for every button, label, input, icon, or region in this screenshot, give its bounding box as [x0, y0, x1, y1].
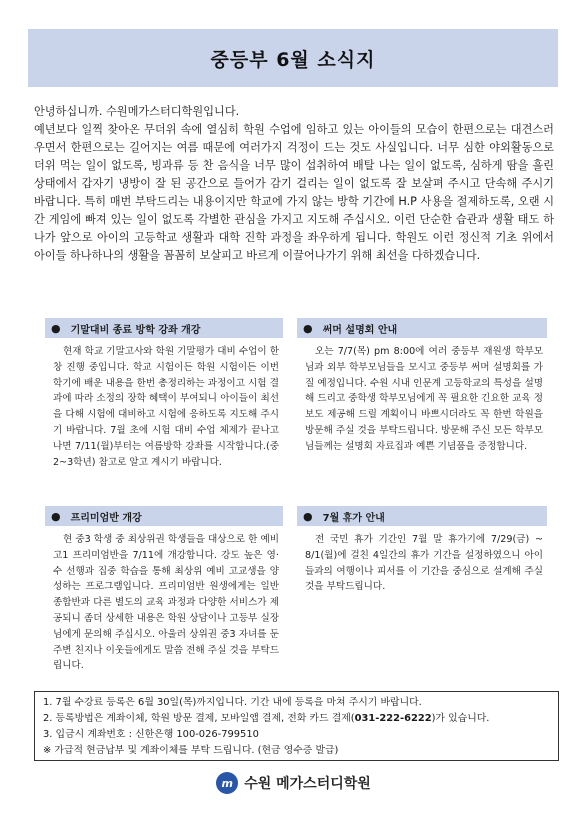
section-exam-header: [45, 318, 283, 338]
section-vacation-body: 전 국민 휴가 기간인 7월 말 휴가기에 7/29(금) ~ 8/1(월)에 걸친 4일간의 휴가 기간을 설정하였으니 아이들과의 여행이나 피서를 이 기간을 중심으로 설계해 주실 것을 부탁드립니다.: [305, 534, 543, 593]
section-exam-body: 현재 학교 기말고사와 학원 기말평가 대비 수업이 한창 진행 중입니다. 학교 시험이든 학원 시험이든 이번 학기에 배운 내용을 한번 총정리하는 과정이고 시험 결과에 따라 소정의 장학 혜택이 부여되니 아이들이 최선을 다해 시험에 대비하고 시험에 응하도록 지도해 주시기 바랍니다. 7월 초에 시험 대비 수업 체제가 끝나고 나면 7/11(월)부터는 여름방학 강좌를 시작합니다.(중2~3학년) 참고로 알고 계시기 바랍니다.: [53, 346, 279, 468]
newsletter-title: 중등부 6월 소식지: [210, 48, 376, 71]
section-premium: [45, 506, 283, 674]
notice-line-3: 3. 입금시 계좌번호 : 신한은행 100-026-799510: [43, 729, 259, 740]
footer: [0, 770, 587, 796]
notice-line-2-text: 2. 등록방법은 계좌이체, 학원 방문 결제, 모바일앱 결제, 전화 카드 결제(: [43, 713, 355, 724]
section-premium-header: [45, 506, 283, 526]
bullet-icon: ●: [51, 509, 61, 523]
notice-box: [34, 691, 559, 761]
section-premium-body: 현 중3 학생 중 최상위권 학생들을 대상으로 한 예비고1 프리미엄반을 7/11에 개강합니다. 강도 높은 영·수 선행과 집중 학습을 통해 최상위 예비 고교생을 양성하는 프로그램입니다. 프리미엄반 원생에게는 일반 종합반과 다른 별도의 교육 과정과 다양한 서비스가 제공되니 좀더 상세한 내용은 학원 상담이나 고등부 실장님에게 문의해 주십시오. 아울러 상위권 중3 자녀를 둔 주변 친지나 이웃들에게도 말씀 전해 주실 것을 부탁드립니다.: [53, 534, 279, 672]
title-banner: [28, 29, 558, 87]
section-exam-heading: 기말대비 종료 방학 강좌 개강: [70, 324, 201, 336]
section-vacation-heading: 7월 휴가 안내: [322, 512, 385, 524]
school-name: 수원 메가스터디학원: [244, 776, 371, 792]
bullet-icon: ●: [51, 321, 61, 335]
notice-line-1: 1. 7월 수강료 등록은 6월 30일(목)까지입니다. 기간 내에 등록을 마쳐 주시기 바랍니다.: [43, 697, 422, 708]
section-seminar: [297, 318, 547, 455]
bullet-icon: ●: [303, 321, 313, 335]
intro-paragraph: 안녕하십니까. 수원메가스터디학원입니다. 예년보다 일찍 찾아온 무더위 속에 열심히 학원 수업에 임하고 있는 아이들의 모습이 한편으로는 대견스러우면서 한편으로는 길어지는 여름 때문에 여러가지 걱정이 드는 것도 사실입니다. 너무 심한 야외활동으로 더위 먹는 일이 없도록, 빙과류 등 찬 음식을 너무 많이 섭취하여 배탈 나는 일이 없도록, 심하게 땀을 흘린 상태에서 갑자기 냉방이 잘 된 공간으로 들어가 감기 걸리는 일이 없도록 잘 보살펴 주시고 단속해 주시기 바랍니다. 특히 매번 부탁드리는 내용이지만 학교에 가지 않는 방학 기간에 H.P 사용을 절제하도록, 오랜 시간 게임에 빠져 있는 일이 없도록 각별한 관심을 가지고 지도해 주십시오. 이런 단순한 습관과 생활 태도 하나가 앞으로 아이의 고등학교 생활과 대학 진학 과정을 좌우하게 됩니다. 학원도 이런 정신적 기초 위에서 아이들 하나하나의 생활을 꼼꼼히 보살피고 바르게 이끌어나가기 위해 최선을 다하겠습니다.: [34, 105, 554, 262]
section-seminar-heading: 써머 설명회 안내: [322, 324, 398, 336]
phone-number: 031-222-6222: [354, 713, 432, 724]
section-premium-heading: 프리미엄반 개강: [70, 512, 142, 524]
notice-line-4: ※ 가급적 현금납부 및 계좌이체를 부탁 드립니다. (현금 영수증 발급): [43, 745, 339, 756]
section-seminar-body: 오는 7/7(목) pm 8:00에 여러 중등부 재원생 학부모님과 외부 학부모님들을 모시고 중등부 써머 설명회를 가질 예정입니다. 수원 시내 인문계 고등학교의 특성을 설명해 드리고 중학생 학부모님에게 꼭 필요한 긴요한 교육 정보도 제공해 드릴 계획이니 바쁘시더라도 꼭 한번 학원을 방문해 주실 것을 부탁드립니다. 방문해 주신 모든 학부모님들께는 설명회 자료집과 예쁜 기념품을 증정합니다.: [305, 346, 543, 452]
school-logo-icon: m: [216, 772, 238, 794]
section-vacation: [297, 506, 547, 595]
section-vacation-header: [297, 506, 547, 526]
section-seminar-header: [297, 318, 547, 338]
bullet-icon: ●: [303, 509, 313, 523]
section-exam: [45, 318, 283, 470]
notice-line-2: [43, 711, 550, 727]
notice-line-2-suffix: )가 있습니다.: [431, 713, 490, 724]
